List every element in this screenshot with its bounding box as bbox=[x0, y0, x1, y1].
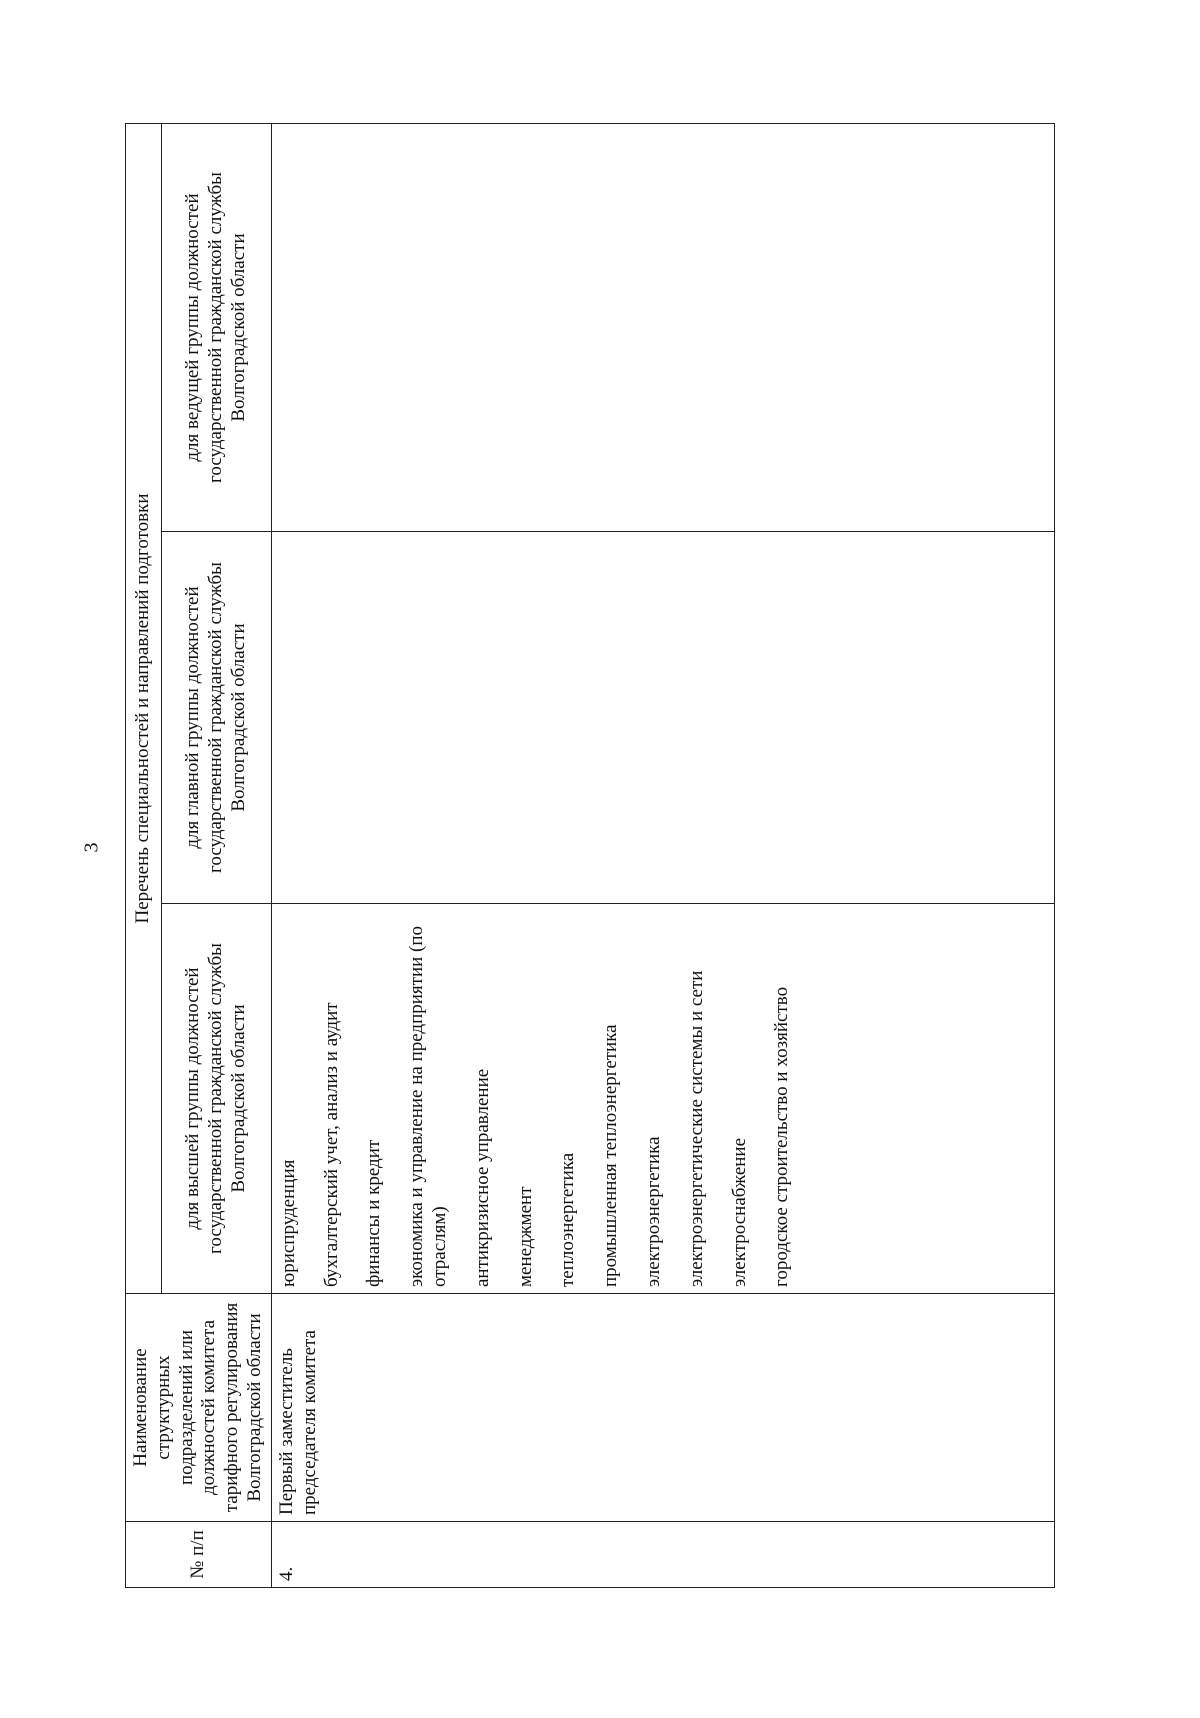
header-spec-main: для главной группы должностей государственной гражданской службы Волгоградской области bbox=[162, 532, 272, 904]
spec-item: промышленная теплоэнергетика bbox=[600, 1024, 622, 1287]
spec-item: менеджмент bbox=[514, 1186, 536, 1287]
spec-item: городское строительство и хозяйство bbox=[771, 986, 793, 1287]
row-spec-lead bbox=[271, 123, 1054, 531]
specialties-table bbox=[125, 123, 1055, 1588]
row-spec-high bbox=[271, 904, 1054, 1294]
spec-item: финансы и кредит bbox=[363, 1139, 385, 1287]
row-unit: Первый заместитель председателя комитета bbox=[271, 1294, 1054, 1522]
spec-item: теплоэнергетика bbox=[557, 1152, 579, 1287]
page-number: 3 bbox=[80, 842, 103, 853]
header-spec-group: Перечень специальностей и направлений подготовки bbox=[126, 123, 162, 1293]
header-spec-high: для высшей группы должностей государственной гражданской службы Волгоградской области bbox=[162, 904, 272, 1294]
table-row bbox=[271, 123, 1054, 1587]
spec-item: электроэнергетические системы и сети bbox=[685, 970, 707, 1287]
row-num: 4. bbox=[271, 1522, 1054, 1588]
spec-item: электроэнергетика bbox=[642, 1136, 664, 1287]
table-container bbox=[125, 124, 1055, 1588]
spec-item: электроснабжение bbox=[728, 1137, 750, 1287]
spec-item: бухгалтерский учет, анализ и аудит bbox=[320, 1002, 342, 1287]
spec-item: антикризисное управление bbox=[471, 1068, 493, 1287]
spec-item: юриспруденция bbox=[277, 1159, 299, 1287]
header-num: № п/п bbox=[126, 1522, 272, 1588]
table-header-row bbox=[126, 123, 162, 1587]
header-spec-lead: для ведущей группы должностей государственной гражданской службы Волгоградской области bbox=[162, 123, 272, 531]
row-spec-main bbox=[271, 532, 1054, 904]
spec-item: экономика и управление на предприятии (по отраслям) bbox=[406, 925, 450, 1287]
header-unit: Наименование структурных подразделений или должностей комитета тарифного регулирования Волгоградской области bbox=[126, 1294, 272, 1522]
